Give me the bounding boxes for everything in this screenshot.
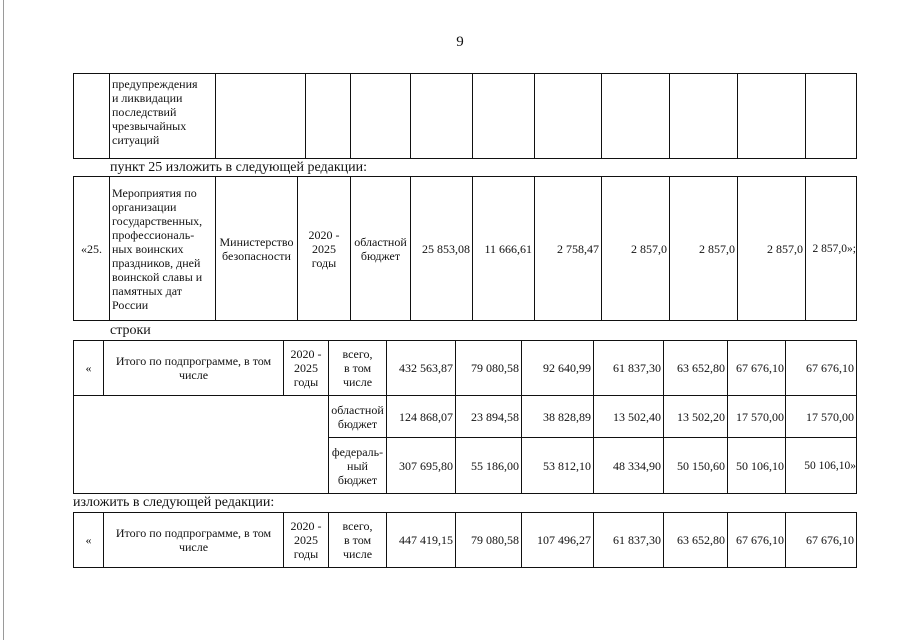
table-totals-old: [73, 340, 857, 494]
table-totals-new: [73, 512, 857, 568]
cell-value: 25 853,08: [411, 177, 473, 321]
cell-empty-merged: [74, 396, 329, 494]
cell-source: федераль- ный бюджет: [329, 438, 387, 494]
cell-value: 50 106,10»: [786, 438, 857, 494]
cell-value: 13 502,40: [594, 396, 664, 438]
text-izlozhit: изложить в следующей редакции:: [73, 495, 275, 510]
cell-value: 13 502,20: [664, 396, 728, 438]
cell-empty: [806, 74, 857, 159]
cell-value: 67 676,10: [728, 513, 786, 568]
cell-value: 53 812,10: [522, 438, 594, 494]
cell-empty: [602, 74, 670, 159]
cell-total-title: Итого по подпрограмме, в том числе: [104, 341, 284, 396]
cell-value: 107 496,27: [522, 513, 594, 568]
cell-value: 17 570,00: [728, 396, 786, 438]
cell-quote: «: [74, 513, 104, 568]
cell-value: 11 666,61: [473, 177, 535, 321]
cell-value: 63 652,80: [664, 341, 728, 396]
cell-empty: [411, 74, 473, 159]
cell-empty: [535, 74, 602, 159]
cell-value: 67 676,10: [786, 341, 857, 396]
cell-value: 63 652,80: [664, 513, 728, 568]
cell-source: всего, в том числе: [329, 341, 387, 396]
cell-value: 2 857,0»;: [806, 177, 857, 321]
cell-value: 61 837,30: [594, 513, 664, 568]
cell-num: [74, 74, 110, 159]
cell-empty: [473, 74, 535, 159]
cell-value: 2 857,0: [670, 177, 738, 321]
cell-value: 79 080,58: [456, 341, 522, 396]
cell-quote: «: [74, 341, 104, 396]
cell-value: 447 419,15: [387, 513, 456, 568]
cell-source: всего, в том числе: [329, 513, 387, 568]
cell-value: 38 828,89: [522, 396, 594, 438]
cell-value: 432 563,87: [387, 341, 456, 396]
cell-empty: [670, 74, 738, 159]
cell-value: 92 640,99: [522, 341, 594, 396]
cell-value: 50 106,10: [728, 438, 786, 494]
cell-empty: [306, 74, 351, 159]
cell-name: предупреждения и ликвидации последствий чрезвычайных ситуаций: [110, 74, 216, 159]
scan-edge-line: [3, 0, 4, 640]
cell-value: 48 334,90: [594, 438, 664, 494]
cell-value: 23 894,58: [456, 396, 522, 438]
cell-source: областной бюджет: [329, 396, 387, 438]
cell-value: 2 857,0: [602, 177, 670, 321]
cell-period: 2020 - 2025 годы: [284, 513, 329, 568]
cell-value: 55 186,00: [456, 438, 522, 494]
cell-period: 2020 - 2025 годы: [284, 341, 329, 396]
cell-empty: [216, 74, 306, 159]
cell-value: 67 676,10: [786, 513, 857, 568]
text-punkt25: пункт 25 изложить в следующей редакции:: [110, 160, 367, 175]
cell-value: 124 868,07: [387, 396, 456, 438]
cell-value: 2 758,47: [535, 177, 602, 321]
cell-empty: [738, 74, 806, 159]
cell-value: 79 080,58: [456, 513, 522, 568]
cell-item-number: «25.: [74, 177, 110, 321]
cell-value: 61 837,30: [594, 341, 664, 396]
cell-source: областной бюджет: [351, 177, 411, 321]
cell-value: 67 676,10: [728, 341, 786, 396]
table-item-25: [73, 176, 857, 321]
cell-empty: [351, 74, 411, 159]
cell-value: 50 150,60: [664, 438, 728, 494]
table-continuation: [73, 73, 857, 159]
page-number: 9: [456, 34, 464, 50]
cell-value: 17 570,00: [786, 396, 857, 438]
cell-item-name: Мероприятия по организации государственных, профессиональ- ных воинских праздников, дней воинской славы и памятных дат России: [110, 177, 216, 321]
cell-total-title: Итого по подпрограмме, в том числе: [104, 513, 284, 568]
text-stroki: строки: [110, 323, 151, 338]
cell-value: 2 857,0: [738, 177, 806, 321]
cell-period: 2020 - 2025 годы: [298, 177, 351, 321]
cell-value: 307 695,80: [387, 438, 456, 494]
cell-executor: Министерство безопасности: [216, 177, 298, 321]
